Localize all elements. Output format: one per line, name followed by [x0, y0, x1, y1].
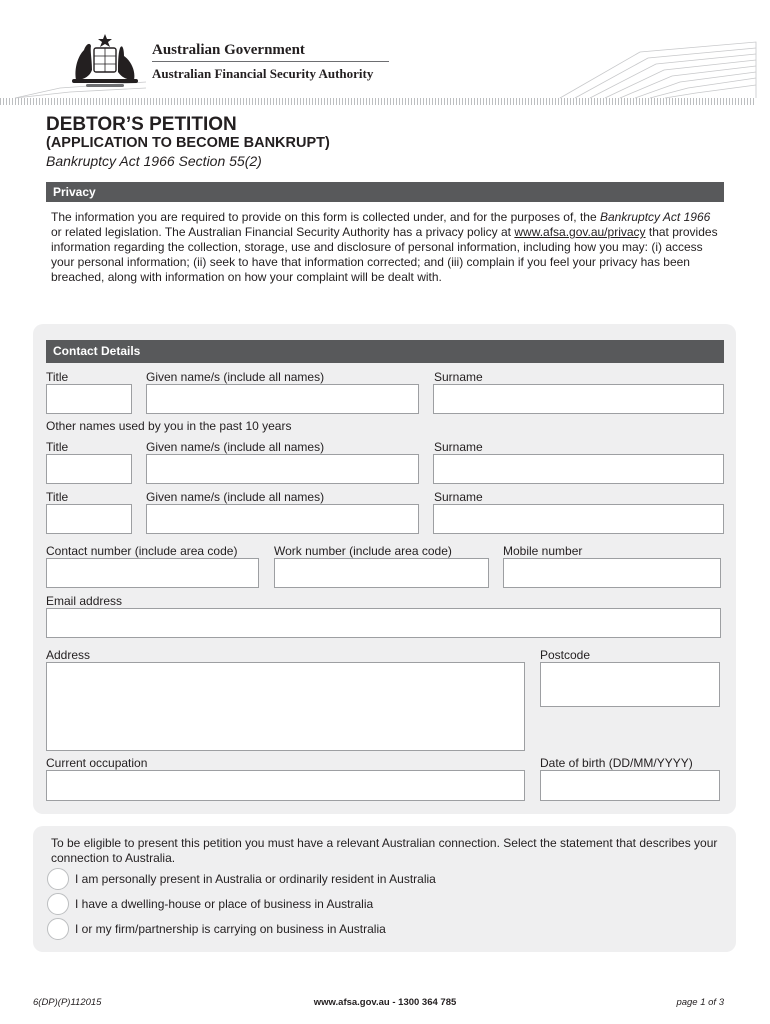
- government-name: Australian Government: [152, 42, 305, 58]
- other-given-names-label-2: Given name/s (include all names): [146, 490, 325, 504]
- privacy-heading: Privacy: [46, 182, 724, 202]
- date-of-birth-input[interactable]: [540, 770, 720, 801]
- form-code: 6(DP)(P)112015: [33, 997, 102, 1008]
- contact-number-label: Contact number (include area code): [46, 544, 238, 558]
- work-number-input[interactable]: [274, 558, 489, 588]
- given-names-label: Given name/s (include all names): [146, 370, 325, 384]
- privacy-statement: The information you are required to provide on this form is collected under, and for the purposes of, the Bankruptcy Act 1966 or related legislation. The Australian Financial Security Authority has a privacy policy at www.afsa.gov.au/privacy that provides information regarding the collection, storage, use and disclosure of personal information, including how you may: (i) access your personal information; (ii) seek to have that information corrected; and (iii) complain if you feel your privacy has been breached, along with information on how your complaint will be dealt with.: [51, 210, 718, 284]
- option-present-in-australia: I am personally present in Australia or ordinarily resident in Australia: [75, 872, 436, 886]
- other-title-label: Title: [46, 440, 69, 454]
- email-label: Email address: [46, 594, 123, 608]
- address-input[interactable]: [46, 662, 525, 751]
- other-given-names-input-1[interactable]: [146, 454, 419, 484]
- work-number-label: Work number (include area code): [274, 544, 452, 558]
- footer-contact: www.afsa.gov.au - 1300 364 785: [313, 997, 457, 1008]
- header-hatch-band: [0, 98, 756, 105]
- contact-number-input[interactable]: [46, 558, 259, 588]
- other-names-label: Other names used by you in the past 10 years: [46, 419, 292, 433]
- email-input[interactable]: [46, 608, 721, 638]
- title-label: Title: [46, 370, 69, 384]
- other-given-names-input-2[interactable]: [146, 504, 419, 534]
- postcode-label: Postcode: [540, 648, 591, 662]
- given-names-input[interactable]: [146, 384, 419, 414]
- postcode-input[interactable]: [540, 662, 720, 707]
- mobile-number-input[interactable]: [503, 558, 721, 588]
- occupation-label: Current occupation: [46, 756, 148, 770]
- other-title-input-1[interactable]: [46, 454, 132, 484]
- radio-carrying-on-business[interactable]: [47, 918, 69, 940]
- eligibility-instructions: To be eligible to present this petition you must have a relevant Australian connection. Select the statement that describes your connection to Australia.: [51, 836, 718, 865]
- option-carrying-on-business: I or my firm/partnership is carrying on business in Australia: [75, 922, 386, 936]
- option-dwelling-house: I have a dwelling-house or place of business in Australia: [75, 897, 374, 911]
- contact-details-heading: Contact Details: [46, 340, 724, 363]
- surname-label: Surname: [434, 370, 483, 384]
- form-title: DEBTOR’S PETITION: [46, 114, 237, 135]
- other-given-names-label: Given name/s (include all names): [146, 440, 325, 454]
- form-subtitle: (APPLICATION TO BECOME BANKRUPT): [46, 135, 330, 151]
- title-input[interactable]: [46, 384, 132, 414]
- radio-dwelling-house[interactable]: [47, 893, 69, 915]
- other-surname-label: Surname: [434, 440, 483, 454]
- date-of-birth-label: Date of birth (DD/MM/YYYY): [540, 756, 693, 770]
- address-label: Address: [46, 648, 91, 662]
- agency-name: Australian Financial Security Authority: [152, 66, 374, 81]
- coat-of-arms-icon: [64, 30, 146, 88]
- radio-present-in-australia[interactable]: [47, 868, 69, 890]
- privacy-link[interactable]: www.afsa.gov.au/privacy: [514, 225, 646, 239]
- occupation-input[interactable]: [46, 770, 525, 801]
- other-title-label-2: Title: [46, 490, 69, 504]
- act-reference: Bankruptcy Act 1966 Section 55(2): [46, 153, 262, 169]
- other-title-input-2[interactable]: [46, 504, 132, 534]
- other-surname-input-2[interactable]: [433, 504, 724, 534]
- surname-input[interactable]: [433, 384, 724, 414]
- header-divider: [152, 61, 389, 62]
- page-number: page 1 of 3: [676, 997, 724, 1008]
- mobile-number-label: Mobile number: [503, 544, 583, 558]
- other-surname-input-1[interactable]: [433, 454, 724, 484]
- other-surname-label-2: Surname: [434, 490, 483, 504]
